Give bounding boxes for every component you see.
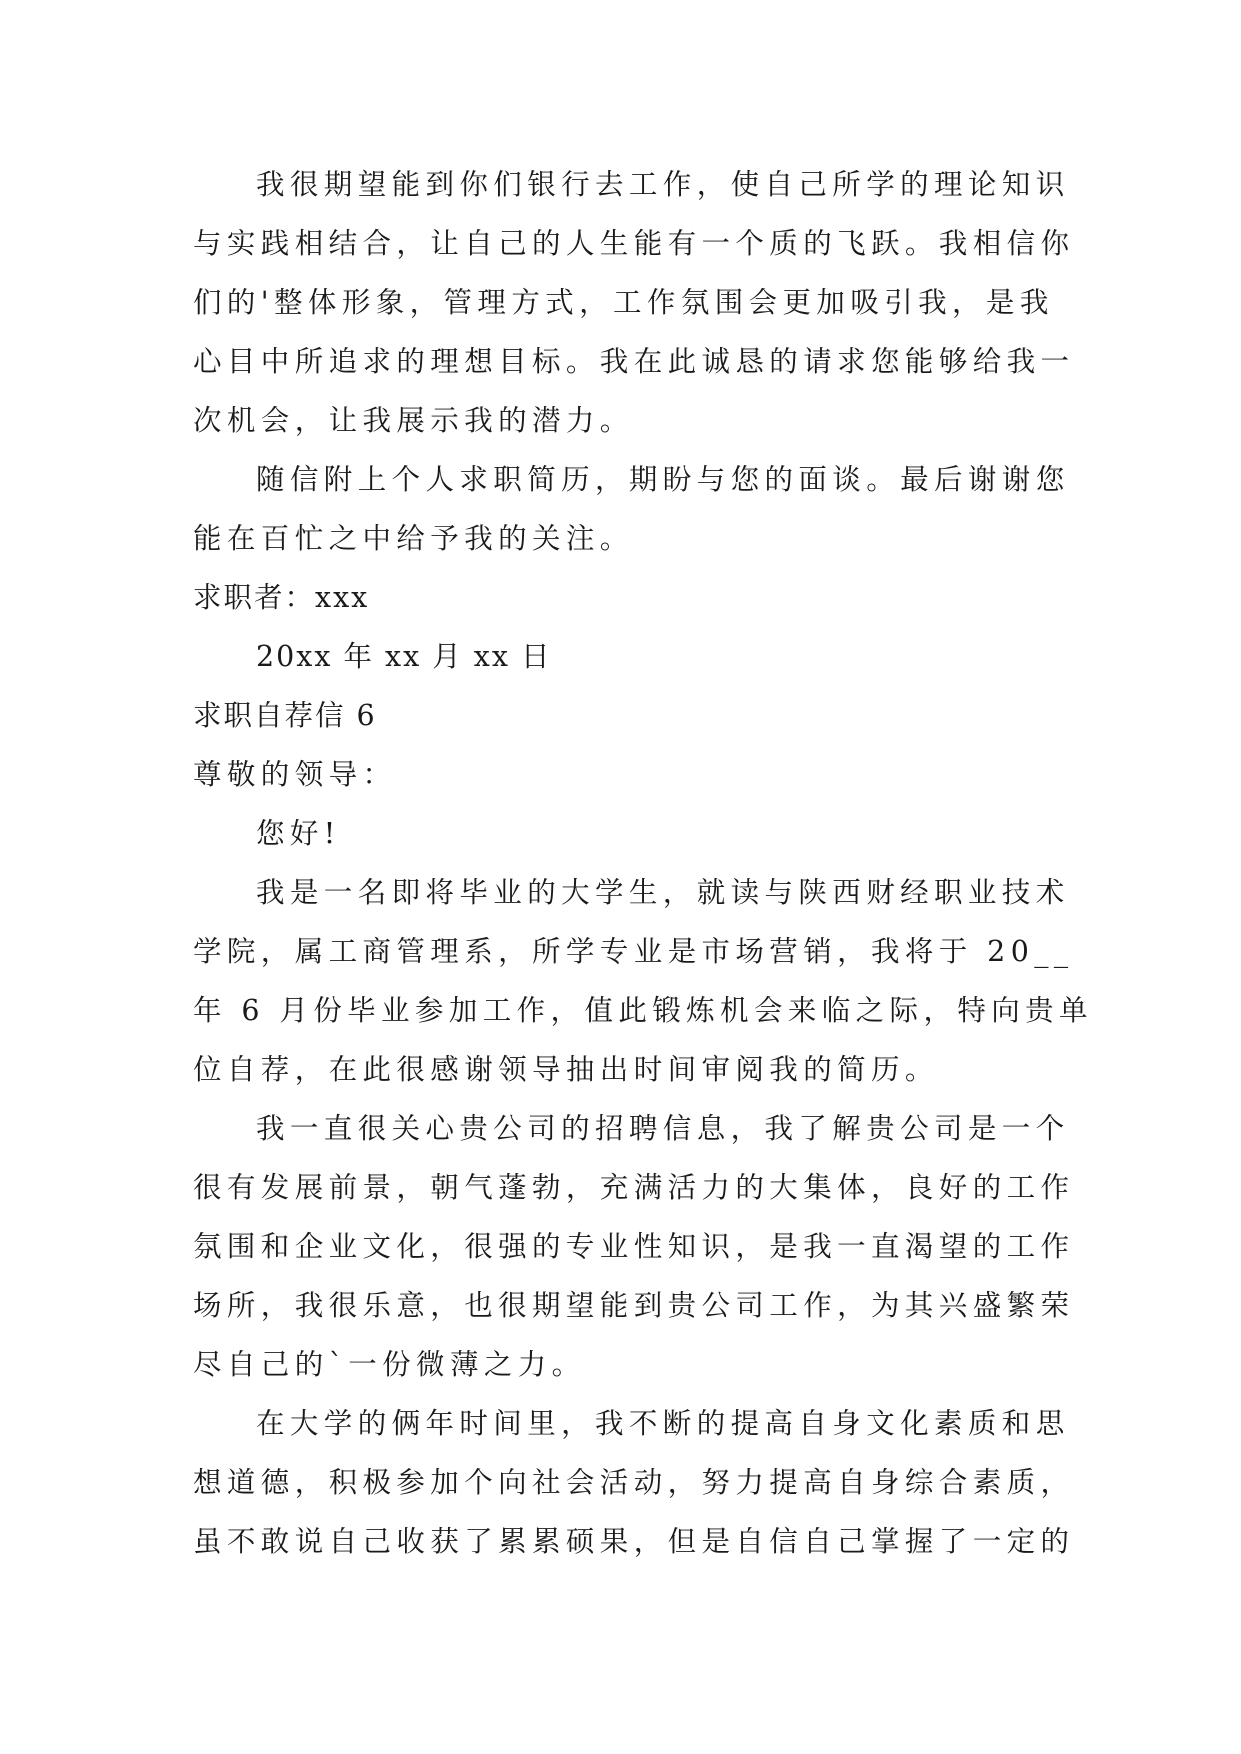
paragraph-line: 次机会，让我展示我的潜力。 bbox=[193, 404, 634, 437]
paragraph-line: 氛围和企业文化，很强的专业性知识，是我一直渴望的工作 bbox=[193, 1230, 1075, 1263]
paragraph-line: 年 6 月份毕业参加工作，值此锻炼机会来临之际，特向贵单 bbox=[193, 994, 1093, 1027]
paragraph-line: 心目中所追求的理想目标。我在此诚恳的请求您能够给我一 bbox=[193, 345, 1075, 378]
paragraph-line: 想道德，积极参加个向社会活动，努力提高自身综合素质， bbox=[193, 1466, 1075, 1499]
salutation: 尊敬的领导： bbox=[193, 758, 397, 791]
section-title: 求职自荐信 6 bbox=[193, 699, 377, 732]
paragraph-line: 随信附上个人求职简历，期盼与您的面谈。最后谢谢您 bbox=[256, 463, 1070, 496]
paragraph-line: 我很期望能到你们银行去工作，使自己所学的理论知识 bbox=[256, 168, 1070, 201]
paragraph-line: 场所，我很乐意，也很期望能到贵公司工作，为其兴盛繁荣 bbox=[193, 1289, 1075, 1322]
paragraph-line: 在大学的俩年时间里，我不断的提高自身文化素质和思 bbox=[256, 1407, 1070, 1440]
paragraph-line: 们的'整体形象，管理方式，工作氛围会更加吸引我，是我 bbox=[193, 286, 1054, 319]
paragraph-line: 我是一名即将毕业的大学生，就读与陕西财经职业技术 bbox=[256, 876, 1070, 909]
paragraph-line: 很有发展前景，朝气蓬勃，充满活力的大集体，良好的工作 bbox=[193, 1171, 1075, 1204]
paragraph-line: 与实践相结合，让自己的人生能有一个质的飞跃。我相信你 bbox=[193, 227, 1075, 260]
paragraph-line: 位自荐，在此很感谢领导抽出时间审阅我的简历。 bbox=[193, 1053, 939, 1086]
greeting: 您好! bbox=[256, 817, 341, 850]
applicant-signature: 求职者：xxx bbox=[193, 581, 370, 614]
paragraph-line: 学院，属工商管理系，所学专业是市场营销，我将于 20__ bbox=[193, 935, 1074, 968]
paragraph-line: 尽自己的`一份微薄之力。 bbox=[193, 1348, 586, 1381]
paragraph-line: 能在百忙之中给予我的关注。 bbox=[193, 522, 634, 555]
paragraph-line: 虽不敢说自己收获了累累硕果，但是自信自己掌握了一定的 bbox=[193, 1525, 1075, 1558]
paragraph-line: 我一直很关心贵公司的招聘信息，我了解贵公司是一个 bbox=[256, 1112, 1070, 1145]
letter-date: 20xx 年 xx 月 xx 日 bbox=[256, 640, 552, 673]
document-body bbox=[193, 155, 1093, 1571]
